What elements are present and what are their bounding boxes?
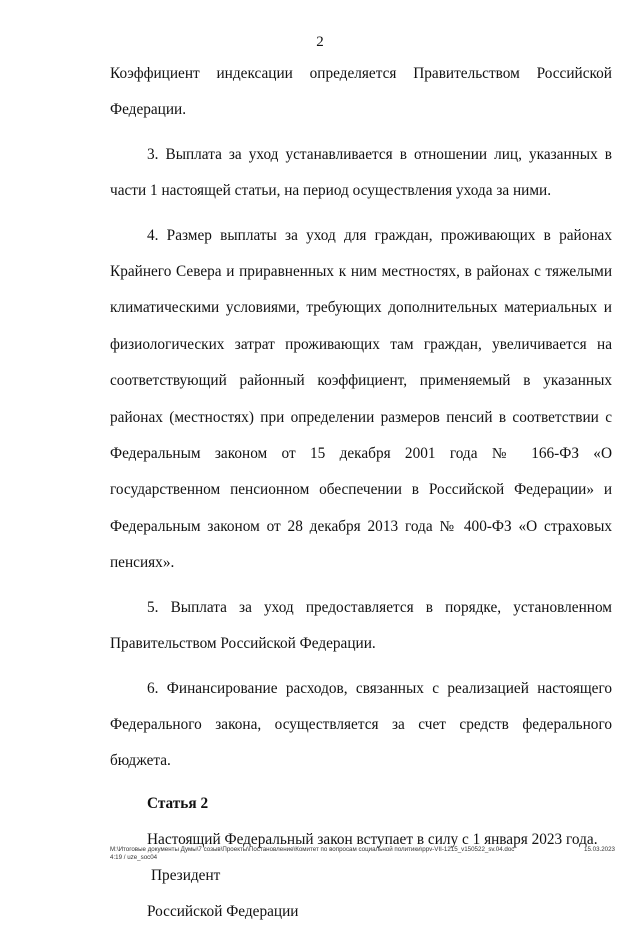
article-2-heading: Статья 2 [147, 794, 209, 812]
paragraph-4: 4. Размер выплаты за уход для граждан, проживающих в районах Крайнего Севера и приравненных к ним местностях, в районах с тяжелыми климатическими условиями, требующих дополнительных материальных и физиологических затрат проживающих там граждан, увеличивается на соответствующий районный коэффициент, применяемый в указанных районах (местностях) при определении размеров пенсий в соответствии с Федеральным законом от 15 декабря 2001 года № 166-ФЗ «О государственном пенсионном обеспечении в Российской Федерации» и Федеральным законом от 28 декабря 2013 года № 400-ФЗ «О страховых пенсиях». [110, 226, 612, 572]
paragraph-continuation: Коэффициент индексации определяется Правительством Российской Федерации. [110, 65, 612, 119]
page-number: 2 [316, 34, 324, 50]
document-footer [110, 846, 615, 862]
footer-time-user: 4:19 / uze_soc04 [110, 854, 158, 861]
document-body [110, 56, 612, 930]
article-2-text: Настоящий Федеральный закон вступает в силу с 1 января 2023 года. [147, 830, 598, 848]
signature-title: Президент [151, 866, 221, 884]
footer-date: 15.03.2023 [584, 846, 615, 853]
paragraph-3: 3. Выплата за уход устанавливается в отношении лиц, указанных в части 1 настоящей статьи, на период осуществления ухода за ними. [110, 145, 612, 200]
paragraph-5: 5. Выплата за уход предоставляется в порядке, установленном Правительством Российской Федерации. [110, 598, 612, 653]
signature-title-country: Российской Федерации [147, 902, 299, 920]
paragraph-6: 6. Финансирование расходов, связанных с реализацией настоящего Федерального закона, осуществляется за счет средств федерального бюджета. [110, 679, 612, 770]
footer-file-path: M:\Итоговые документы Думы\7 созыв\Проекты\Постановление\Комитет по вопросам социальной политики\ppv-VII-1215_v150522_sv.04.doc [110, 846, 515, 853]
